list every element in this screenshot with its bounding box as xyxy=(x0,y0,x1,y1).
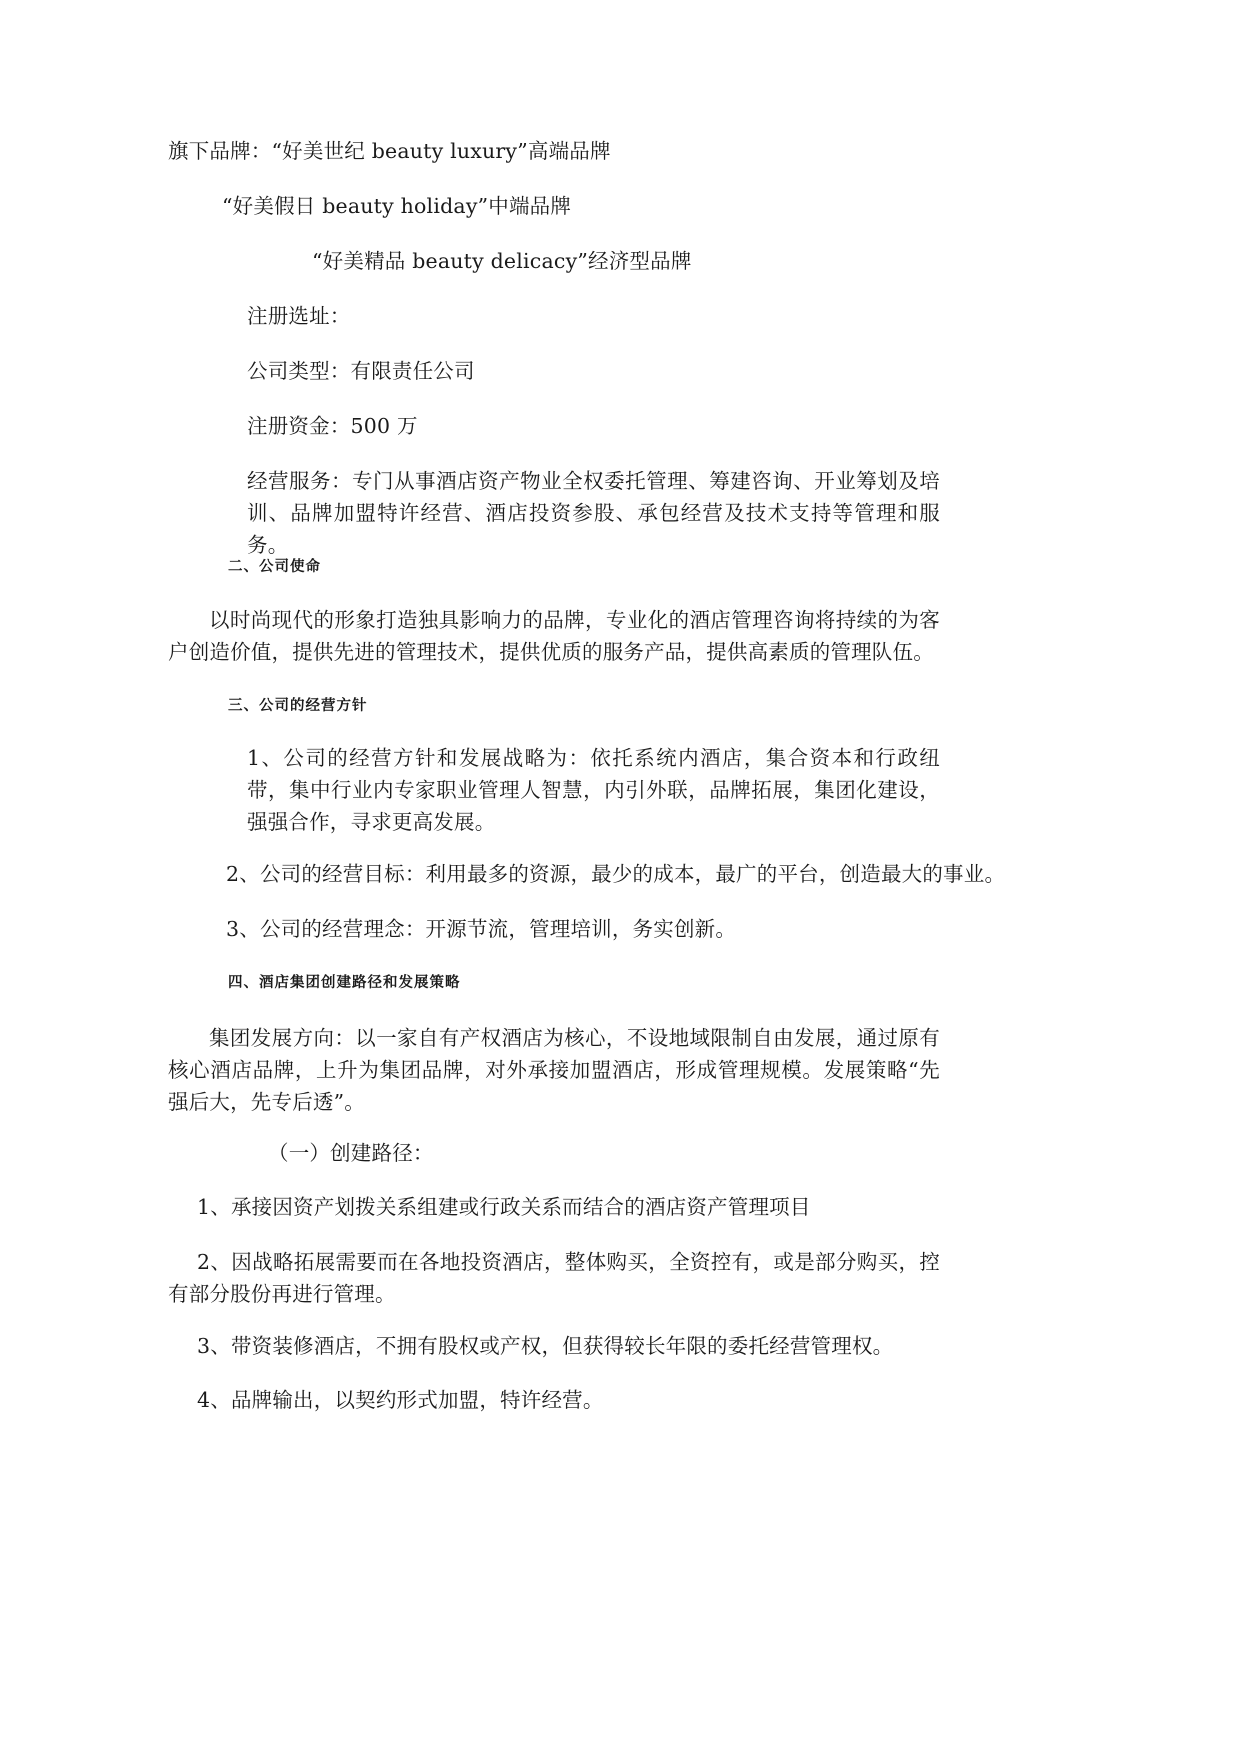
group-direction-paragraph: 集团发展方向：以一家自有产权酒店为核心，不设地域限制自由发展，通过原有核心酒店品牌，上升为集团品牌，对外承接加盟酒店，形成管理规模。发展策略“先强后大，先专后透”。 xyxy=(168,1026,940,1114)
business-services: 经营服务：专门从事酒店资产物业全权委托管理、筹建咨询、开业筹划及培训、品牌加盟特许经营、酒店投资参股、承包经营及技术支持等管理和服务。 xyxy=(247,469,940,557)
company-type: 公司类型：有限责任公司 xyxy=(247,359,475,383)
policy-item-1: 1、公司的经营方针和发展战略为：依托系统内酒店，集合资本和行政纽带，集中行业内专家职业管理人智慧，内引外联，品牌拓展，集团化建设，强强合作，寻求更高发展。 xyxy=(247,746,940,834)
brand-line-holiday: “好美假日 beauty holiday”中端品牌 xyxy=(222,194,572,218)
path-item-1: 1、承接因资产划拨关系组建或行政关系而结合的酒店资产管理项目 xyxy=(197,1195,811,1219)
path-item-2: 2、因战略拓展需要而在各地投资酒店，整体购买，全资控有，或是部分购买，控有部分股份再进行管理。 xyxy=(168,1250,940,1306)
subheading-creation-path: （一）创建路径： xyxy=(268,1141,434,1165)
policy-item-3: 3、公司的经营理念：开源节流，管理培训，务实创新。 xyxy=(226,917,737,941)
section-heading-strategy: 四、酒店集团创建路径和发展策略 xyxy=(228,975,461,991)
mission-paragraph: 以时尚现代的形象打造独具影响力的品牌，专业化的酒店管理咨询将持续的为客户创造价值，提供先进的管理技术，提供优质的服务产品，提供高素质的管理队伍。 xyxy=(168,608,940,664)
section-heading-policy: 三、公司的经营方针 xyxy=(228,698,368,714)
policy-item-2: 2、公司的经营目标：利用最多的资源，最少的成本，最广的平台，创造最大的事业。 xyxy=(226,862,1006,886)
section-heading-mission: 二、公司使命 xyxy=(228,559,321,575)
brand-line-delicacy: “好美精品 beauty delicacy”经济型品牌 xyxy=(312,249,692,273)
registered-address: 注册选址： xyxy=(247,304,351,328)
path-item-3: 3、带资装修酒店，不拥有股权或产权，但获得较长年限的委托经营管理权。 xyxy=(197,1334,894,1358)
brand-line-luxury: 旗下品牌：“好美世纪 beauty luxury”高端品牌 xyxy=(168,139,611,163)
registered-capital: 注册资金：500 万 xyxy=(247,414,418,438)
path-item-4: 4、品牌输出，以契约形式加盟，特许经营。 xyxy=(197,1388,604,1412)
